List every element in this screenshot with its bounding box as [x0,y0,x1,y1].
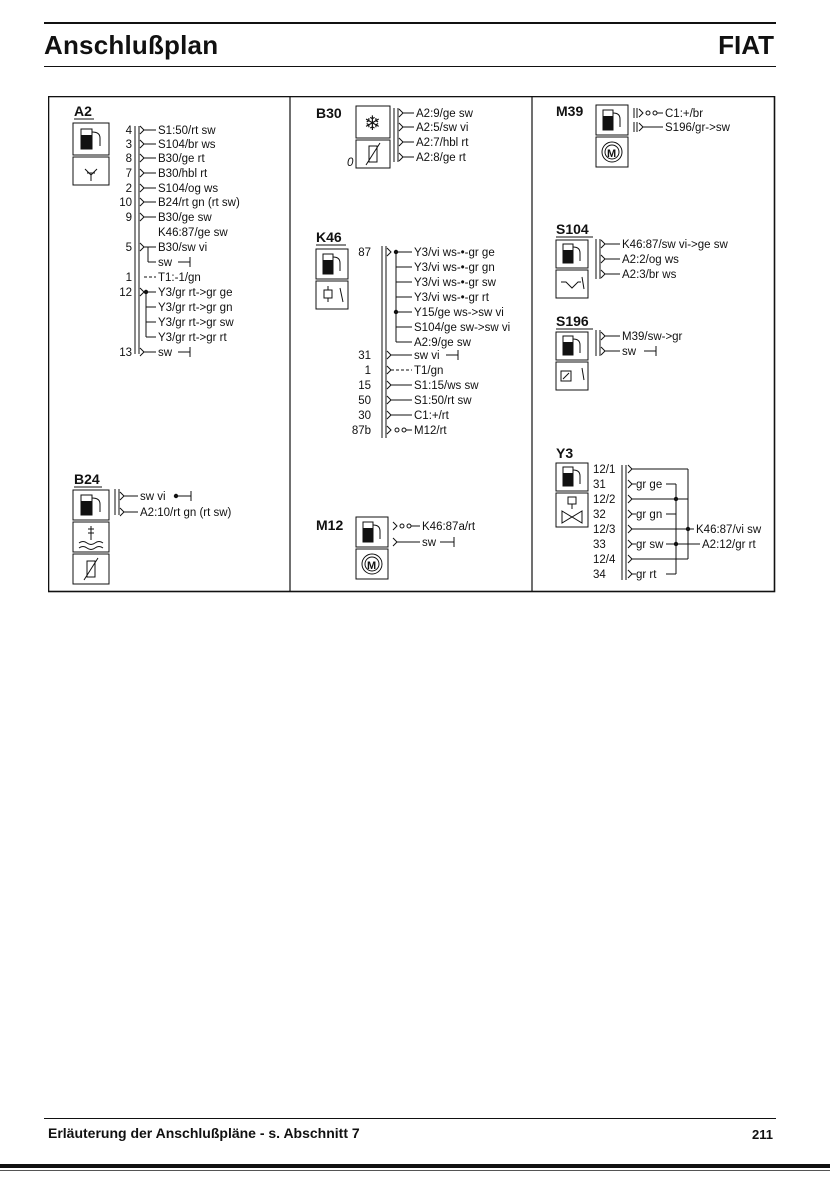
B30-side-mark: 0 [347,157,354,169]
A2-pin: 8 [125,153,132,165]
Y3-wire-label: gr sw [636,539,664,551]
K46-title: K46 [316,229,342,245]
S196-wire-label: sw [622,346,637,358]
Y3-pin: 12/4 [593,554,616,566]
M12-title: M12 [316,517,344,533]
A2-wire-label: Y3/gr rt->gr ge [158,287,233,299]
A2-wire-label: S1:50/rt sw [158,125,216,137]
S196-wire-label: M39/sw->gr [622,331,683,343]
A2-wire-label: B30/ge sw [158,212,212,224]
A2-wire-label: K46:87/ge sw [158,227,228,239]
Y3-pin: 12/2 [593,494,616,506]
Y3-wire-label: gr ge [636,479,663,491]
Y3-wire-label: gr rt [636,569,657,581]
page-number: 211 [752,1127,773,1142]
A2-wire-label: Y3/gr rt->gr sw [158,317,234,329]
svg-text:M: M [367,560,377,572]
B24-title: B24 [74,471,100,487]
K46-wire-label: Y3/vi ws-•-gr ge [414,247,495,259]
A2-wire-label: T1:-1/gn [158,272,201,284]
header-rule-top [44,22,776,24]
K46-wire-label: C1:+/rt [414,410,449,422]
A2-wire-label: sw [158,257,173,269]
S104-wire-label: K46:87/sw vi->ge sw [622,239,728,251]
Y3-pin: 32 [593,509,606,521]
B30-wire-label: A2:7/hbl rt [416,137,469,149]
K46-wire-label: sw vi [414,350,440,362]
A2-pin: 9 [125,212,132,224]
footer-note: Erläuterung der Anschlußpläne - s. Abschnitt 7 [48,1125,360,1141]
K46-wire-label: A2:9/ge sw [414,337,471,349]
A2-pin: 4 [125,125,132,137]
K46-pin: 31 [358,350,371,362]
page-edge-bar-thin [0,1170,830,1171]
K46-pin: 1 [364,365,371,377]
A2-wire-label: S104/og ws [158,183,219,195]
A2-wire-label: B24/rt gn (rt sw) [158,197,240,209]
A2-wire-label: Y3/gr rt->gr rt [158,332,227,344]
component-M12 [316,517,476,579]
S104-wire-label: A2:3/br ws [622,269,677,281]
A2-wire-label: B30/ge rt [158,153,205,165]
K46-wire-label: M12/rt [414,425,447,437]
wiring-diagram [48,96,776,596]
K46-pin: 87b [351,425,371,437]
A2-pin: 10 [119,197,132,209]
Y3-pin: 31 [593,479,606,491]
header-rule-bottom [44,66,776,67]
M12-wire-label: sw [422,537,437,549]
A2-pin: 3 [125,139,132,151]
component-S196 [556,313,683,390]
B30-wire-label: A2:5/sw vi [416,122,469,134]
A2-wire-label: sw [158,347,173,359]
S196-title: S196 [556,313,589,329]
Y3-pin: 12/1 [593,464,616,476]
B30-wire-label: A2:9/ge sw [416,108,473,120]
component-K46 [316,229,510,438]
M39-wire-label: C1:+/br [665,108,704,120]
page-title: Anschlußplan [44,30,219,60]
B30-title: B30 [316,105,342,121]
K46-wire-label: Y3/vi ws-•-gr gn [414,262,495,274]
B24-wire-label: sw vi [140,491,166,503]
component-B24 [73,471,232,584]
K46-wire-label: T1/gn [414,365,444,377]
A2-pin: 7 [125,168,132,180]
page-edge-bar [0,1164,830,1168]
K46-wire-label: Y3/vi ws-•-gr rt [414,292,489,304]
Y3-title: Y3 [556,445,574,461]
A2-pin: 5 [125,242,132,254]
K46-wire-label: Y15/ge ws->sw vi [414,307,504,319]
Y3-pin: 33 [593,539,606,551]
K46-wire-label: S1:50/rt sw [414,395,472,407]
solenoid-valve-icon [556,493,588,527]
K46-pin: 15 [358,380,371,392]
component-Y3 [556,445,762,581]
A2-wire-label: B30/sw vi [158,242,208,254]
Y3-out-label: K46:87/vi sw [696,524,762,536]
M12-wire-label: K46:87a/rt [422,521,476,533]
M39-title: M39 [556,103,584,119]
component-B30 [316,105,474,169]
B30-wire-label: A2:8/ge rt [416,152,466,164]
svg-text:❄: ❄ [364,113,381,135]
S104-wire-label: A2:2/og ws [622,254,679,266]
K46-pin: 50 [358,395,371,407]
A2-wire-label: S104/br ws [158,139,216,151]
K46-wire-label: S1:15/ws sw [414,380,479,392]
A2-pin: 1 [125,272,132,284]
Y3-pin: 34 [593,569,606,581]
A2-pin: 2 [125,183,132,195]
brand-logo-text: FIAT [718,30,774,60]
K46-wire-label: Y3/vi ws-•-gr sw [414,277,496,289]
A2-wire-label: B30/hbl rt [158,168,208,180]
svg-text:M: M [607,148,617,160]
A2-pin: 13 [119,347,132,359]
Y3-out-label: A2:12/gr rt [702,539,756,551]
K46-pin: 87 [358,247,371,259]
M39-wire-label: S196/gr->sw [665,122,730,134]
component-A2 [73,103,240,359]
Y3-wire-label: gr gn [636,509,663,521]
A2-title: A2 [74,103,92,119]
S104-title: S104 [556,221,589,237]
A2-wire-label: Y3/gr rt->gr gn [158,302,233,314]
component-M39 [556,103,731,167]
A2-pin: 12 [119,287,132,299]
K46-pin: 30 [358,410,371,422]
B24-wire-label: A2:10/rt gn (rt sw) [140,507,232,519]
Y3-pin: 12/3 [593,524,616,536]
component-S104 [556,221,728,298]
K46-wire-label: S104/ge sw->sw vi [414,322,511,334]
footer-rule [44,1118,776,1119]
